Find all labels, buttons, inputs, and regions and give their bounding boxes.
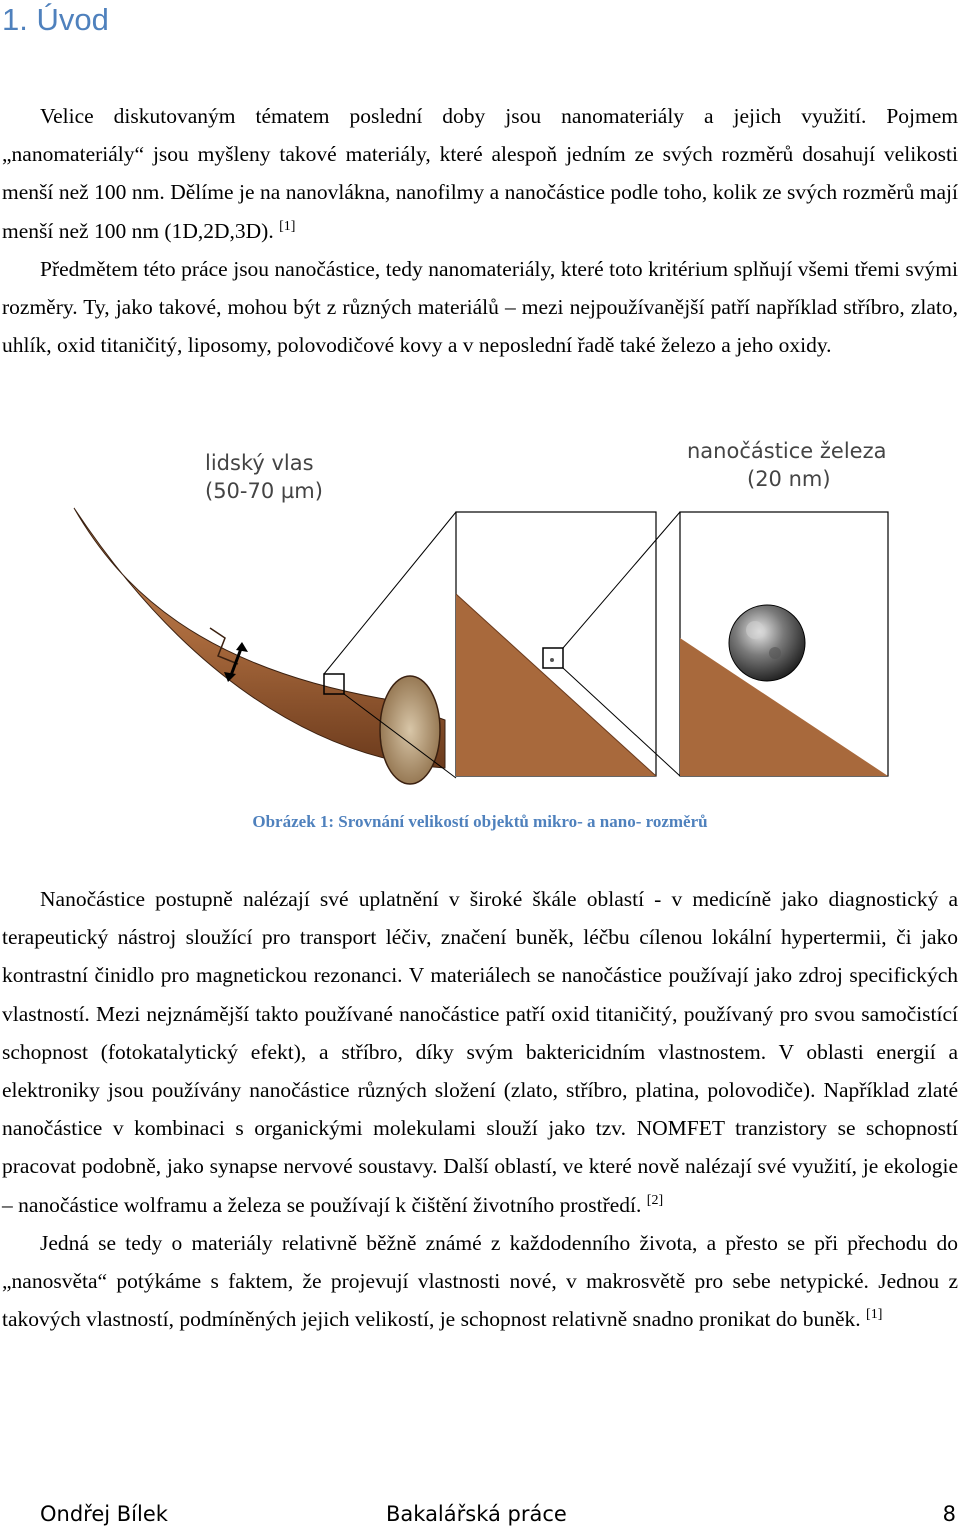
- intro-paragraphs: [2, 97, 958, 364]
- hair-size-label: (50-70 µm): [205, 479, 323, 503]
- nanoparticle-label: nanočástice železa: [687, 439, 887, 463]
- citation-ref-2: [2]: [646, 1192, 664, 1208]
- body-paragraphs: [2, 880, 958, 1338]
- figure-caption: Obrázek 1: Srovnání velikostí objektů mikro- a nano- rozměrů: [252, 812, 708, 831]
- hair-label: lidský vlas: [205, 451, 314, 475]
- paragraph-subject: Předmětem této práce jsou nanočástice, tedy nanomateriály, které toto kritérium splňují všemi třemi svými rozměry. Ty, jako takové, mohou být z různých materiálů – mezi nejpoužívanější patří například stříbro, zlato, uhlík, oxid titaničitý, liposomy, polovodičové kovy a v neposlední řadě také železo a jeho oxidy.: [2, 256, 958, 358]
- paragraph-definition: Velice diskutovaným tématem poslední doby jsou nanomateriály a jejich využití. Pojmem „nanomateriály“ jsou myšleny takové materiály, které alespoň jedním ze svých rozměrů dosahují velikosti menší než 100 nm. Dělíme je na nanovlákna, nanofilmy a nanočástice podle toho, kolik ze svých rozměrů mají menší než 100 nm (1D,2D,3D).: [2, 104, 958, 243]
- nanoparticle-size-label: (20 nm): [747, 467, 831, 491]
- footer-author: Ondřej Bílek: [40, 1502, 168, 1526]
- zoom-panel-2: [680, 512, 888, 776]
- footer-page-number: 8: [942, 1502, 956, 1526]
- footer-document-type: Bakalářská práce: [386, 1502, 567, 1526]
- zoom-panel-1: [456, 512, 656, 776]
- size-comparison-figure: [60, 438, 900, 788]
- citation-ref-3: [1]: [866, 1307, 883, 1323]
- paragraph-conclusion: Jedná se tedy o materiály relativně běžně známé z každodenního života, a přesto se při přechodu do „nanosvěta“ potýkáme s faktem, že projevují vlastnosti nové, v makrosvětě pro sebe netypické. Jednou z takových vlastností, podmíněných jejich velikostí, je schopnost relativně snadno pronikat do buněk.: [2, 1230, 958, 1332]
- section-heading: 1. Úvod: [2, 2, 109, 37]
- hair-cross-section: [380, 676, 440, 784]
- paragraph-applications: Nanočástice postupně nalézají své uplatnění v široké škále oblastí - v medicíně jako diagnostický a terapeutický nástroj sloužící pro transport léčiv, značení buněk, léčbu cílenou lokální hypertermii, či jako kontrastní činidlo pro magnetickou rezonanci. V materiálech se nanočástice používají jako zdroj specifických vlastností. Mezi nejznámější takto používané nanočástice patří oxid titaničitý, používaný pro svou samočistící schopnost (fotokatalytický efekt), a stříbro, díky svým baktericidním vlastnostem. V oblasti energií a elektroniky jsou používány nanočástice různých složení (zlato, stříbro, platina, polovodiče). Například zlaté nanočástice v kombinaci s organickými molekulami slouží jako tzv. NOMFET tranzistory se schopností pracovat podobně, jako synapse nervové soustavy. Další oblastí, ve které nově nalézají své využití, je ekologie – nanočástice wolframu a železa se používají k čištění životního prostředí.: [2, 887, 958, 1217]
- citation-ref: [1]: [279, 218, 296, 234]
- iron-nanoparticle: [729, 605, 805, 681]
- page-footer: [0, 1500, 960, 1530]
